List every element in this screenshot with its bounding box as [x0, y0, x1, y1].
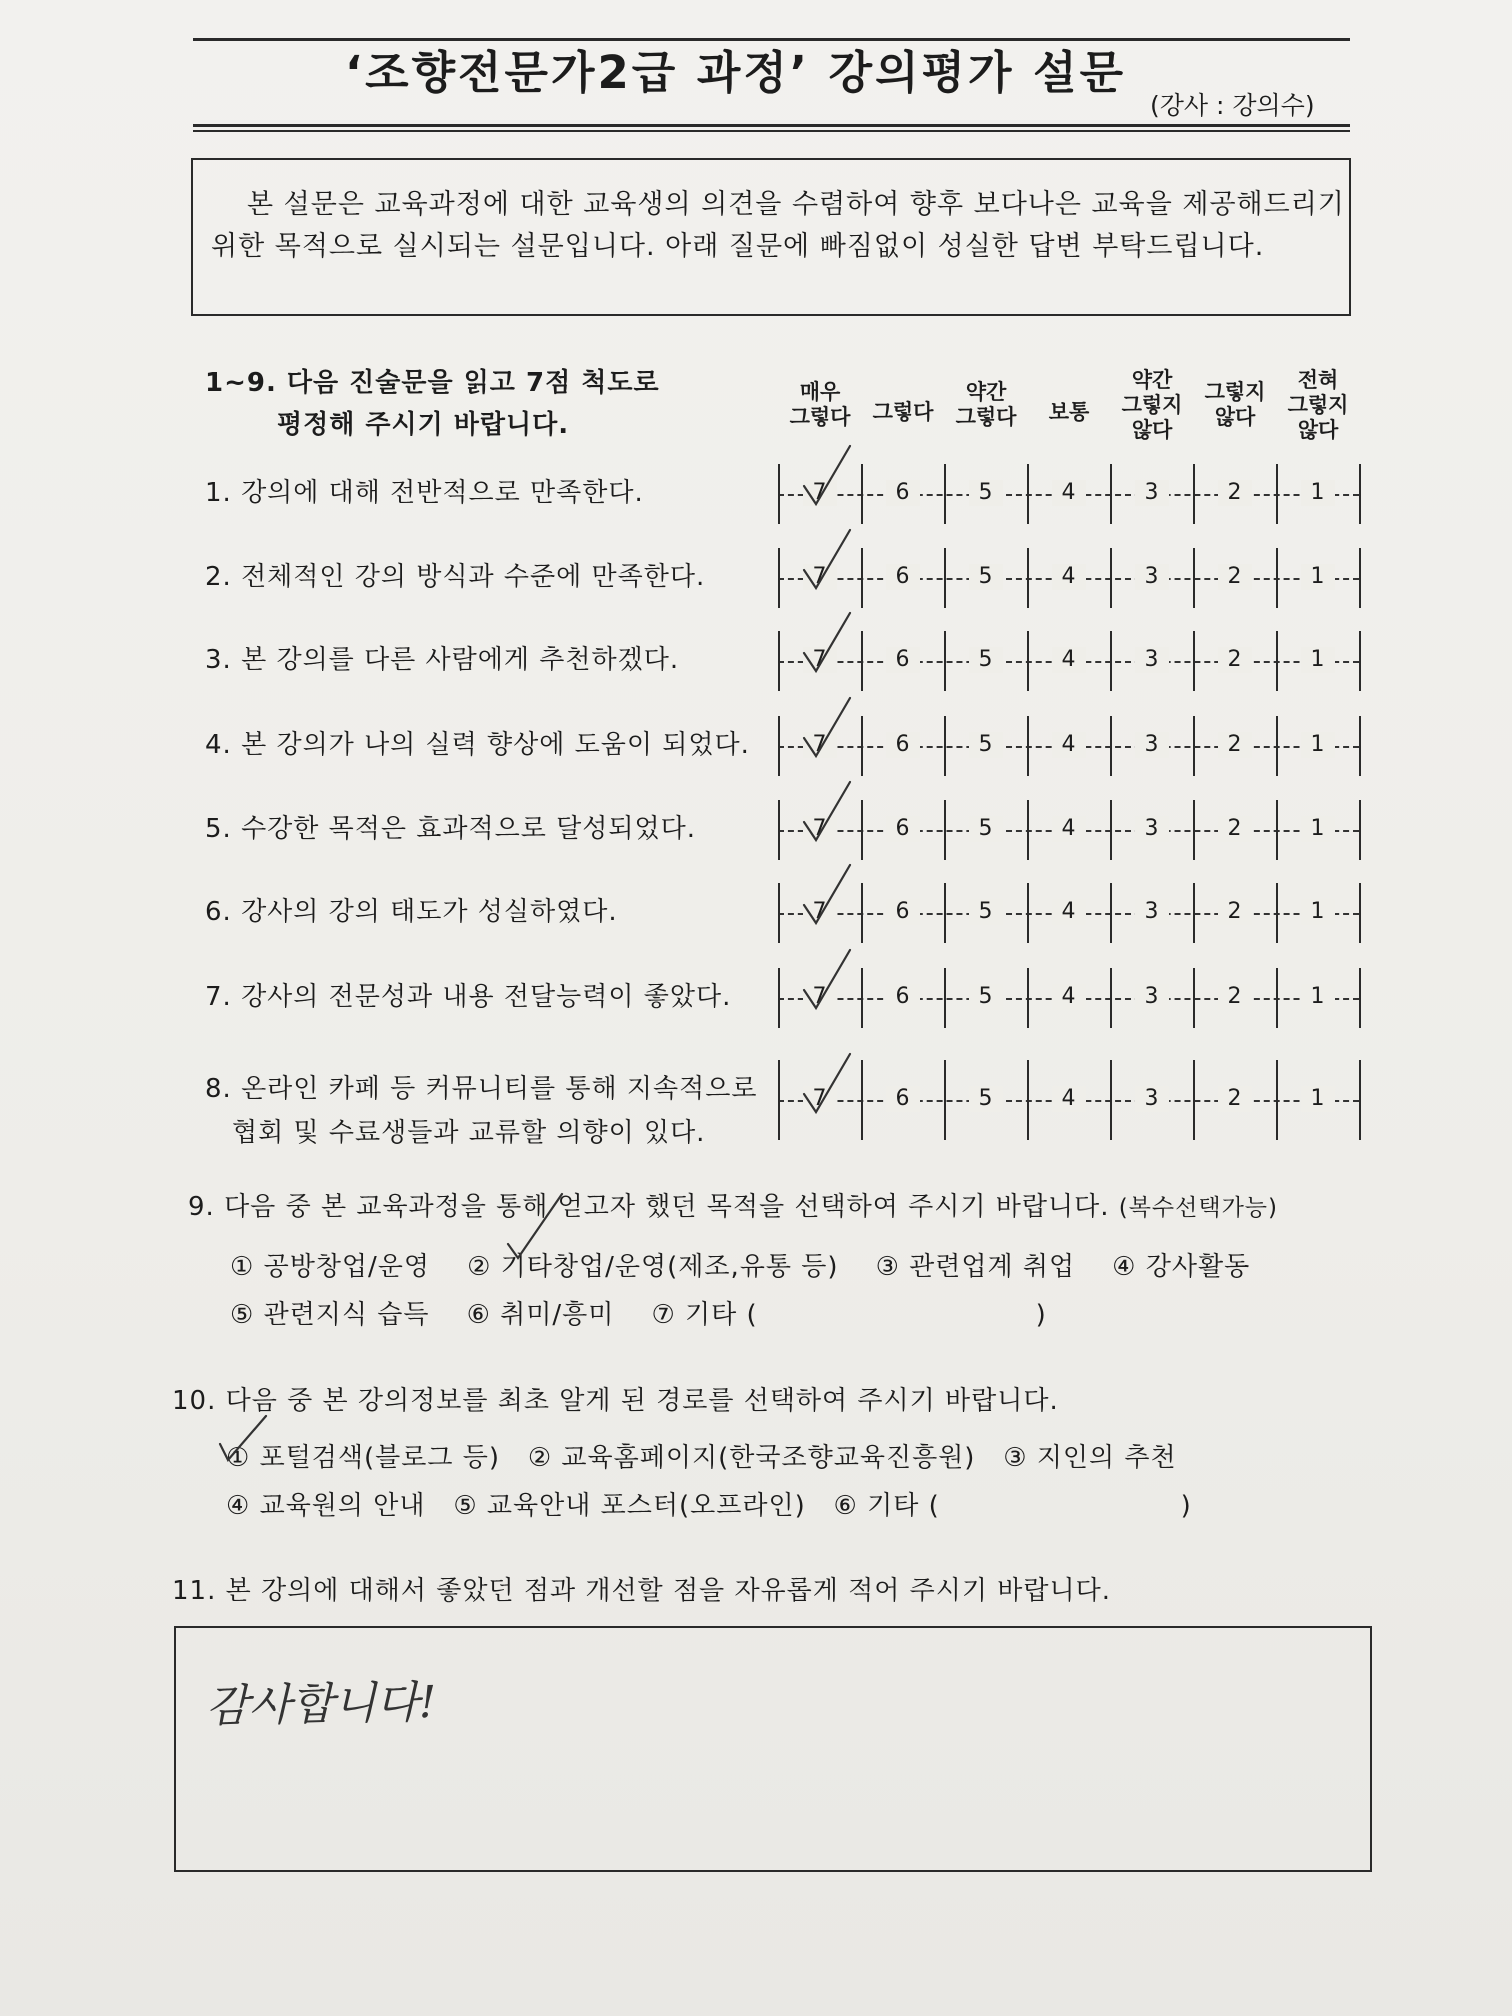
rating-option-1[interactable]: 1 [1301, 984, 1335, 1010]
scale-divider [944, 716, 946, 776]
rating-option-6[interactable]: 6 [886, 564, 920, 590]
checkmark-icon [790, 1046, 870, 1126]
rating-option-2[interactable]: 2 [1218, 564, 1252, 590]
scale-divider [778, 464, 780, 524]
rating-option-7[interactable]: 7 [803, 647, 837, 673]
rating-option-3[interactable]: 3 [1135, 564, 1169, 590]
scale-divider [1359, 1060, 1361, 1140]
question-10-options-line1[interactable]: ① 포털검색(블로그 등) ② 교육홈페이지(한국조향교육진흥원) ③ 지인의 추천 [226, 1443, 1177, 1473]
checkmark-icon [214, 1410, 274, 1470]
header-bottom-rule-thin [193, 130, 1350, 132]
checkmark-icon [790, 690, 870, 770]
question-9 [188, 1186, 1278, 1229]
rating-scale-row [778, 800, 1360, 860]
scale-header: 그렇다 [872, 400, 934, 424]
rating-option-6[interactable]: 6 [886, 647, 920, 673]
scale-divider [1276, 883, 1278, 943]
rating-option-6[interactable]: 6 [886, 732, 920, 758]
rating-option-1[interactable]: 1 [1301, 480, 1335, 506]
rating-scale-row [778, 968, 1360, 1028]
scale-divider [1193, 464, 1195, 524]
scale-divider [778, 631, 780, 691]
rating-option-3[interactable]: 3 [1135, 480, 1169, 506]
rating-option-7[interactable]: 7 [803, 899, 837, 925]
question-9-note: (복수선택가능) [1118, 1195, 1278, 1221]
scale-divider [1359, 548, 1361, 608]
rating-option-6[interactable]: 6 [886, 816, 920, 842]
scale-divider [778, 1060, 780, 1140]
question-text: 2. 전체적인 강의 방식과 수준에 만족한다. [205, 562, 706, 592]
rating-scale-row [778, 1060, 1360, 1140]
scale-header: 매우 그렇다 [789, 380, 851, 429]
scale-divider [778, 548, 780, 608]
page-title: ‘조향전문가2급 과정’ 강의평가 설문 [345, 46, 1127, 99]
checkmark-icon [500, 1188, 580, 1268]
rating-option-4[interactable]: 4 [1052, 984, 1086, 1010]
rating-option-1[interactable]: 1 [1301, 1086, 1335, 1112]
scale-divider [1027, 631, 1029, 691]
scale-divider [1027, 716, 1029, 776]
scale-divider [1027, 1060, 1029, 1140]
intro-box [191, 158, 1351, 316]
scale-divider [1110, 548, 1112, 608]
scale-divider [1193, 716, 1195, 776]
rating-scale-row [778, 631, 1360, 691]
rating-option-2[interactable]: 2 [1218, 480, 1252, 506]
rating-option-6[interactable]: 6 [886, 480, 920, 506]
scale-divider [1193, 631, 1195, 691]
rating-scale-row [778, 464, 1360, 524]
header-bottom-rule [193, 124, 1350, 127]
rating-option-7[interactable]: 7 [803, 1086, 837, 1112]
scale-header: 그렇지 않다 [1204, 380, 1266, 429]
rating-option-4[interactable]: 4 [1052, 1086, 1086, 1112]
scale-divider [1027, 548, 1029, 608]
scale-divider [778, 883, 780, 943]
question-text: 6. 강사의 강의 태도가 성실하였다. [205, 897, 618, 927]
rating-option-7[interactable]: 7 [803, 480, 837, 506]
rating-option-1[interactable]: 1 [1301, 647, 1335, 673]
handwritten-answer: 감사합니다! [205, 1676, 437, 1733]
instructor-label: (강사 : 강의수) [1150, 91, 1315, 120]
scale-divider [778, 968, 780, 1028]
scale-instruction [205, 362, 660, 446]
scale-divider [1193, 883, 1195, 943]
scale-divider [1110, 631, 1112, 691]
question-text: 4. 본 강의가 나의 실력 향상에 도움이 되었다. [205, 730, 750, 760]
checkmark-icon [790, 857, 870, 937]
scale-header: 보통 [1048, 400, 1090, 424]
checkmark-icon [790, 605, 870, 685]
rating-scale-row [778, 883, 1360, 943]
scale-divider [1110, 800, 1112, 860]
scale-divider [944, 883, 946, 943]
scale-divider [1110, 464, 1112, 524]
scale-divider [1359, 800, 1361, 860]
scale-divider [1027, 800, 1029, 860]
scale-divider [1359, 968, 1361, 1028]
rating-option-4[interactable]: 4 [1052, 732, 1086, 758]
scale-divider [1027, 883, 1029, 943]
rating-option-7[interactable]: 7 [803, 732, 837, 758]
scale-divider [1276, 1060, 1278, 1140]
rating-option-5[interactable]: 5 [969, 732, 1003, 758]
scale-divider [1359, 631, 1361, 691]
rating-option-3[interactable]: 3 [1135, 984, 1169, 1010]
free-answer-box[interactable] [174, 1626, 1372, 1872]
question-9-options-line2[interactable]: ⑤ 관련지식 습득 ⑥ 취미/흥미 ⑦ 기타 ( ) [230, 1300, 1047, 1330]
scale-divider [778, 716, 780, 776]
rating-option-1[interactable]: 1 [1301, 732, 1335, 758]
rating-option-7[interactable]: 7 [803, 816, 837, 842]
rating-option-2[interactable]: 2 [1218, 647, 1252, 673]
rating-option-7[interactable]: 7 [803, 564, 837, 590]
question-10-text: 10. 다음 중 본 강의정보를 최초 알게 된 경로를 선택하여 주시기 바랍니다. [172, 1386, 1059, 1416]
question-10-options-line2[interactable]: ④ 교육원의 안내 ⑤ 교육안내 포스터(오프라인) ⑥ 기타 ( ) [226, 1491, 1192, 1521]
scale-instruction-line1: 1~9. 다음 진술문을 읽고 7점 척도로 [205, 368, 660, 398]
rating-option-1[interactable]: 1 [1301, 899, 1335, 925]
scale-divider [1110, 968, 1112, 1028]
rating-option-6[interactable]: 6 [886, 1086, 920, 1112]
scale-divider [1193, 548, 1195, 608]
rating-option-3[interactable]: 3 [1135, 1086, 1169, 1112]
rating-option-4[interactable]: 4 [1052, 480, 1086, 506]
question-text: 1. 강의에 대해 전반적으로 만족한다. [205, 478, 644, 508]
rating-option-2[interactable]: 2 [1218, 816, 1252, 842]
question-text: 5. 수강한 목적은 효과적으로 달성되었다. [205, 814, 696, 844]
question-9-options-line1[interactable]: ① 공방창업/운영 ② 기타창업/운영(제조,유통 등) ③ 관련업계 취업 ④ 강사활동 [230, 1252, 1251, 1282]
rating-option-6[interactable]: 6 [886, 984, 920, 1010]
rating-option-2[interactable]: 2 [1218, 1086, 1252, 1112]
question-11-text: 11. 본 강의에 대해서 좋았던 점과 개선할 점을 자유롭게 적어 주시기 바랍니다. [172, 1576, 1112, 1606]
rating-option-3[interactable]: 3 [1135, 816, 1169, 842]
question-text-line2: 협회 및 수료생들과 교류할 의향이 있다. [232, 1118, 706, 1148]
scale-divider [778, 800, 780, 860]
scale-divider [1193, 800, 1195, 860]
scale-divider [1359, 464, 1361, 524]
rating-option-4[interactable]: 4 [1052, 647, 1086, 673]
scale-divider [944, 631, 946, 691]
scale-header: 약간 그렇다 [955, 380, 1017, 429]
scale-divider [1110, 1060, 1112, 1140]
scale-divider [944, 464, 946, 524]
scale-divider [1276, 968, 1278, 1028]
scale-divider [1193, 1060, 1195, 1140]
scale-divider [1110, 883, 1112, 943]
rating-option-1[interactable]: 1 [1301, 816, 1335, 842]
scale-divider [944, 800, 946, 860]
rating-option-5[interactable]: 5 [969, 899, 1003, 925]
scale-divider [1276, 716, 1278, 776]
scale-divider [1276, 631, 1278, 691]
rating-option-5[interactable]: 5 [969, 816, 1003, 842]
rating-option-5[interactable]: 5 [969, 984, 1003, 1010]
scale-header: 약간 그렇지 않다 [1121, 368, 1183, 442]
scale-divider [1276, 548, 1278, 608]
scale-divider [1027, 968, 1029, 1028]
rating-option-4[interactable]: 4 [1052, 899, 1086, 925]
scale-divider [1276, 464, 1278, 524]
question-text: 7. 강사의 전문성과 내용 전달능력이 좋았다. [205, 982, 732, 1012]
rating-option-6[interactable]: 6 [886, 899, 920, 925]
scale-header: 전혀 그렇지 않다 [1287, 368, 1349, 442]
checkmark-icon [790, 438, 870, 518]
rating-option-4[interactable]: 4 [1052, 816, 1086, 842]
rating-option-4[interactable]: 4 [1052, 564, 1086, 590]
intro-text: 본 설문은 교육과정에 대한 교육생의 의견을 수렴하여 향후 보다나은 교육을 제공해드리기 위한 목적으로 실시되는 설문입니다. 아래 질문에 빠짐없이 성실한 답변 부탁드립니다. [211, 189, 1345, 262]
rating-option-1[interactable]: 1 [1301, 564, 1335, 590]
rating-option-2[interactable]: 2 [1218, 732, 1252, 758]
rating-option-5[interactable]: 5 [969, 647, 1003, 673]
scale-divider [944, 548, 946, 608]
rating-option-3[interactable]: 3 [1135, 899, 1169, 925]
checkmark-icon [790, 774, 870, 854]
question-text: 3. 본 강의를 다른 사람에게 추천하겠다. [205, 645, 680, 675]
rating-option-2[interactable]: 2 [1218, 984, 1252, 1010]
checkmark-icon [790, 522, 870, 602]
scale-divider [1027, 464, 1029, 524]
scale-divider [1359, 883, 1361, 943]
rating-option-5[interactable]: 5 [969, 564, 1003, 590]
scale-divider [1276, 800, 1278, 860]
rating-option-3[interactable]: 3 [1135, 732, 1169, 758]
rating-option-3[interactable]: 3 [1135, 647, 1169, 673]
scale-divider [944, 1060, 946, 1140]
question-text: 8. 온라인 카페 등 커뮤니티를 통해 지속적으로 [205, 1074, 758, 1104]
rating-scale-row [778, 716, 1360, 776]
checkmark-icon [790, 942, 870, 1022]
scale-instruction-line2: 평정해 주시기 바랍니다. [277, 410, 570, 440]
scale-divider [1359, 716, 1361, 776]
scale-divider [944, 968, 946, 1028]
rating-option-5[interactable]: 5 [969, 480, 1003, 506]
question-9-text: 9. 다음 중 본 교육과정을 통해 얻고자 했던 목적을 선택하여 주시기 바랍니다. [188, 1192, 1110, 1222]
rating-scale-row [778, 548, 1360, 608]
scale-divider [1193, 968, 1195, 1028]
rating-option-5[interactable]: 5 [969, 1086, 1003, 1112]
rating-option-7[interactable]: 7 [803, 984, 837, 1010]
rating-option-2[interactable]: 2 [1218, 899, 1252, 925]
scale-divider [1110, 716, 1112, 776]
